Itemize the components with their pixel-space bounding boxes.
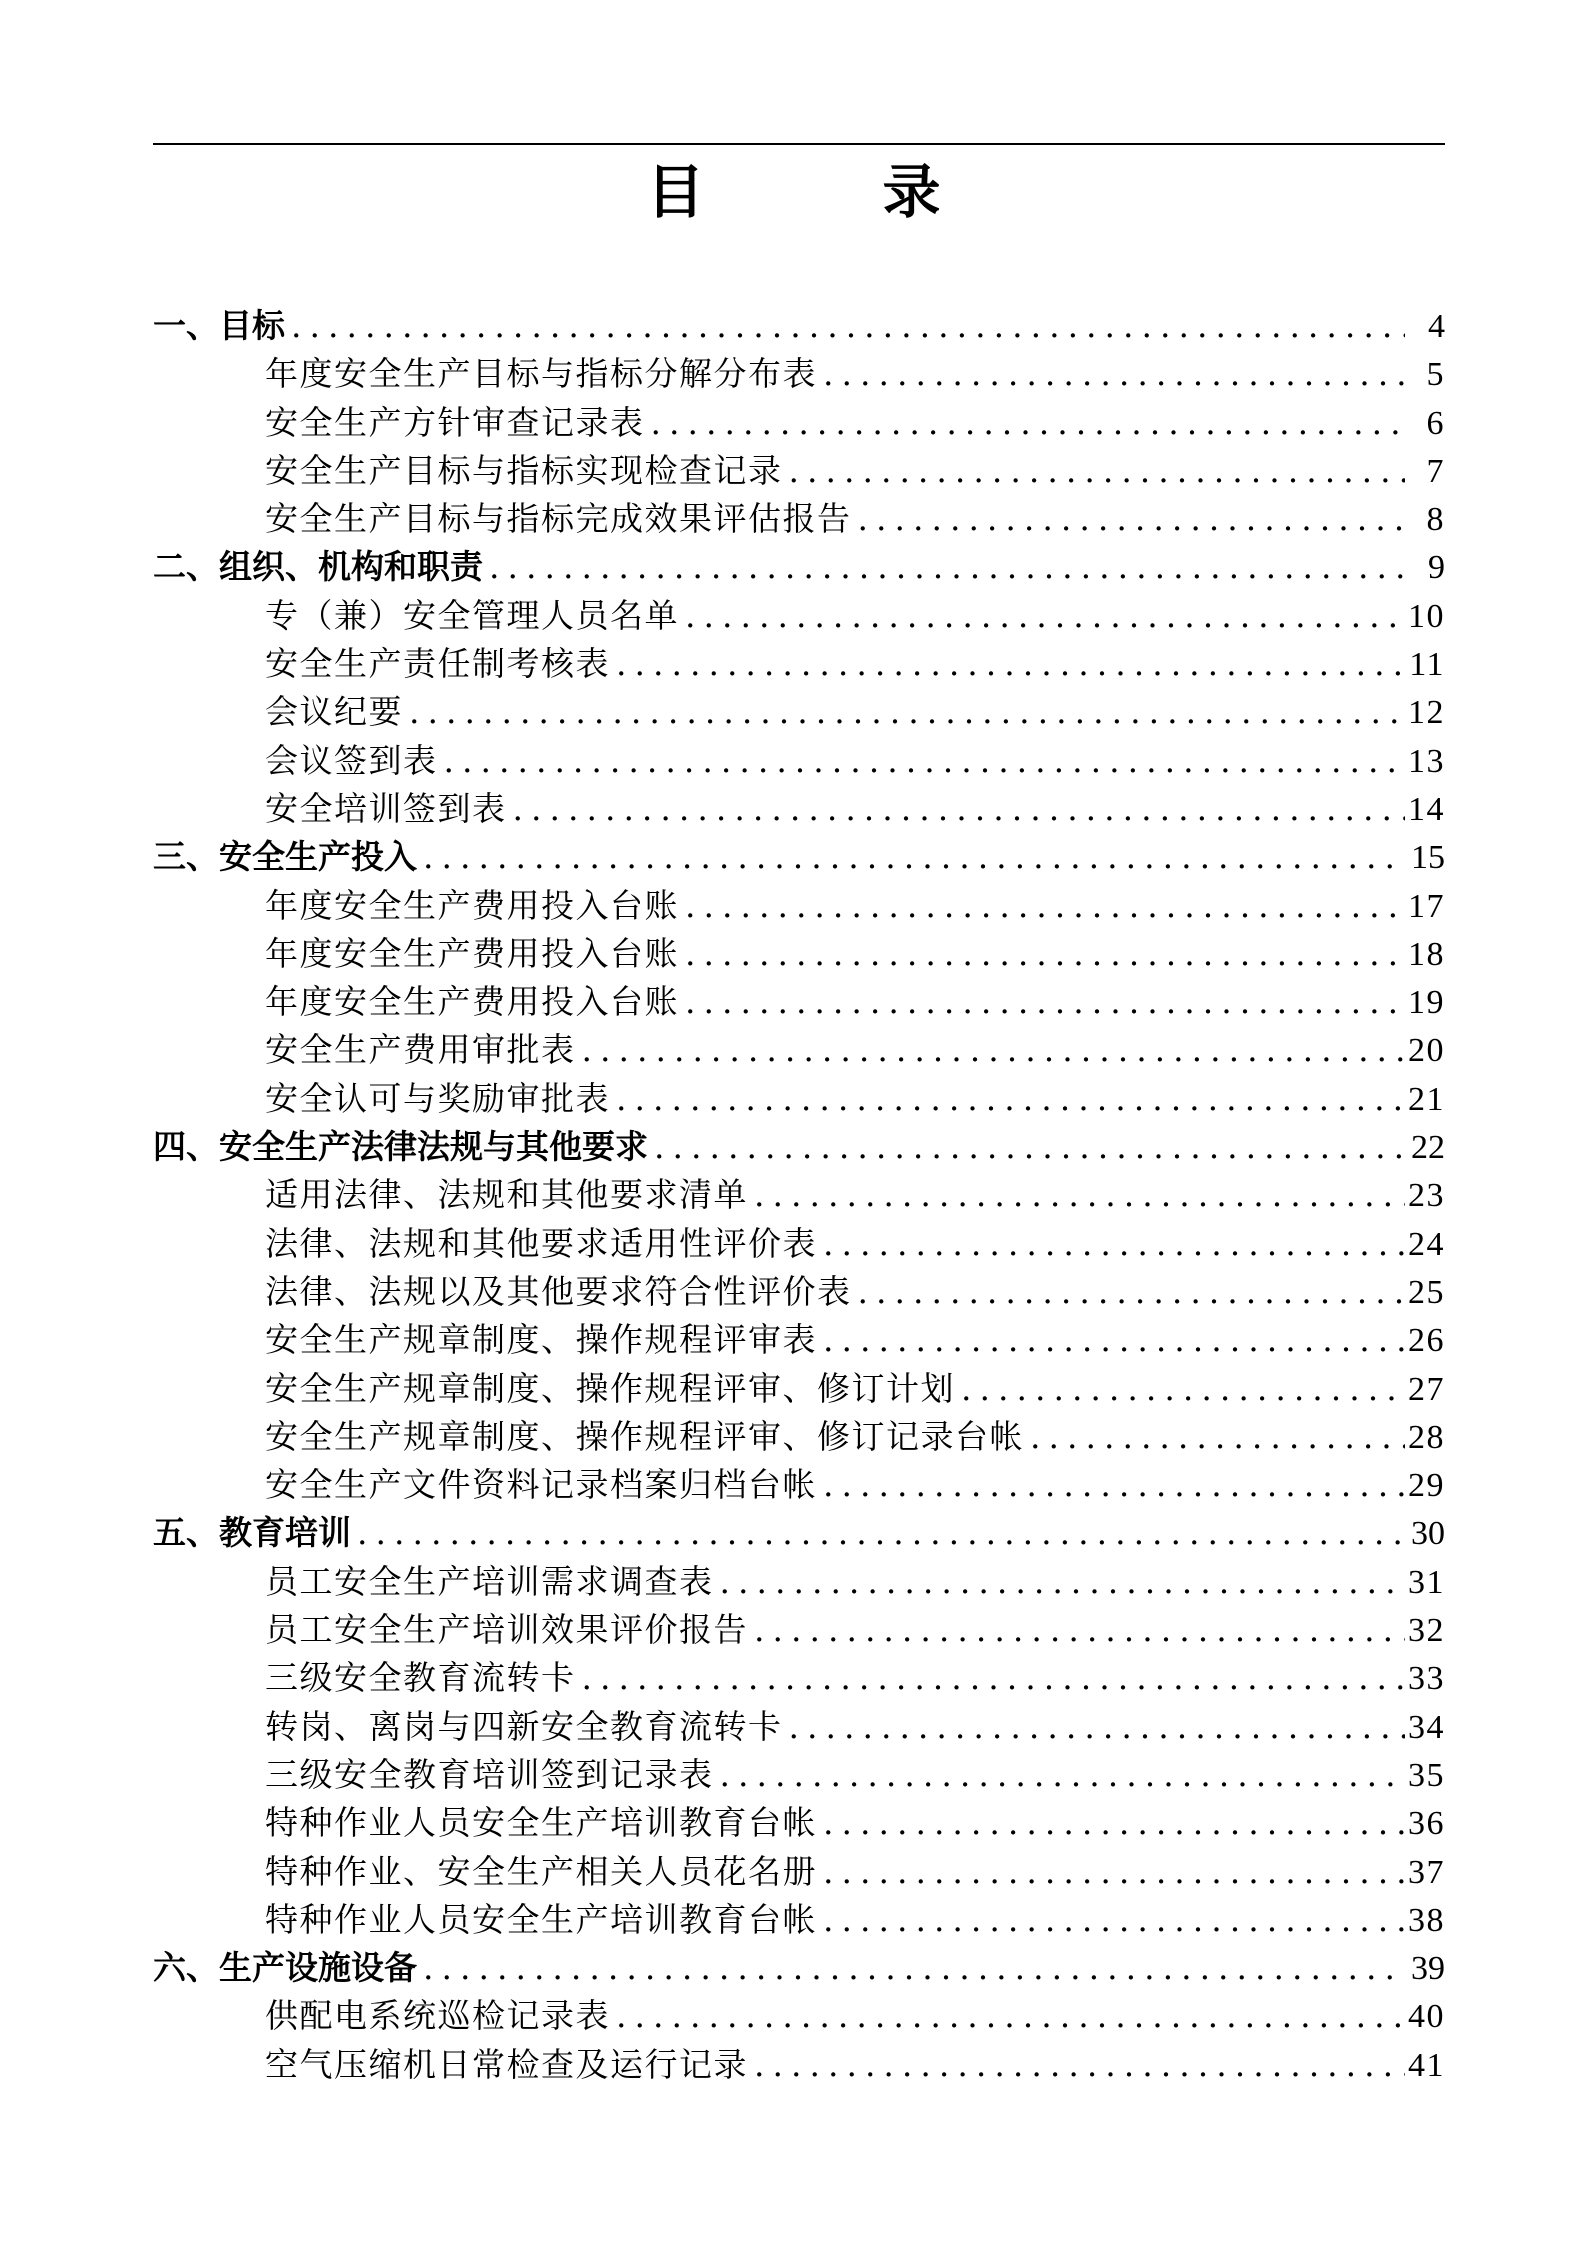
toc-section-entry[interactable] (153, 543, 1445, 591)
toc-entry-title: 年度安全生产费用投入台账 (265, 982, 679, 1022)
toc-dot-leader (817, 1896, 1405, 1944)
toc-subentry[interactable] (153, 350, 1445, 398)
toc-dot-leader (285, 302, 1405, 350)
toc-page-number: 18 (1408, 935, 1445, 973)
toc-dot-leader (483, 543, 1405, 591)
toc-entry-title: 安全生产费用审批表 (265, 1030, 576, 1070)
toc-dot-leader (748, 1606, 1405, 1654)
toc-dot-leader (817, 1461, 1405, 1509)
toc-entry-title: 转岗、离岗与四新安全教育流转卡 (265, 1706, 783, 1746)
toc-subentry[interactable] (153, 1654, 1445, 1702)
toc-page-number: 19 (1408, 984, 1445, 1022)
toc-page-number: 24 (1408, 1225, 1445, 1263)
toc-dot-leader (576, 1654, 1406, 1702)
toc-entry-title: 安全生产规章制度、操作规程评审表 (265, 1320, 817, 1360)
toc-page-number: 12 (1408, 694, 1445, 732)
toc-subentry[interactable] (153, 785, 1445, 833)
toc-dot-leader (1024, 1413, 1405, 1461)
toc-subentry[interactable] (153, 978, 1445, 1026)
toc-subentry[interactable] (153, 1026, 1445, 1074)
toc-entry-title: 员工安全生产培训需求调查表 (265, 1561, 714, 1601)
toc-section-entry[interactable] (153, 1123, 1445, 1171)
document-title: 目 录 (646, 158, 1001, 226)
toc-page-number: 27 (1408, 1370, 1445, 1408)
toc-dot-leader (610, 640, 1405, 688)
toc-dot-leader (714, 1751, 1406, 1799)
toc-subentry[interactable] (153, 737, 1445, 785)
toc-subentry[interactable] (153, 1413, 1445, 1461)
toc-subentry[interactable] (153, 882, 1445, 930)
toc-dot-leader (817, 1316, 1405, 1364)
toc-entry-title: 年度安全生产费用投入台账 (265, 885, 679, 925)
toc-subentry[interactable] (153, 1896, 1445, 1944)
toc-page-number: 32 (1408, 1612, 1445, 1650)
toc-entry-title: 四、安全生产法律法规与其他要求 (153, 1127, 648, 1167)
toc-page-number: 30 (1411, 1515, 1445, 1553)
toc-subentry[interactable] (153, 447, 1445, 495)
header-rule (153, 143, 1445, 145)
toc-entry-title: 安全生产文件资料记录档案归档台帐 (265, 1465, 817, 1505)
toc-entry-title: 五、教育培训 (153, 1513, 351, 1553)
toc-page-number: 23 (1408, 1177, 1445, 1215)
toc-dot-leader (783, 1703, 1406, 1751)
toc-dot-leader (610, 1075, 1405, 1123)
toc-dot-leader (783, 447, 1406, 495)
toc-subentry[interactable] (153, 1606, 1445, 1654)
toc-entry-title: 安全生产规章制度、操作规程评审、修订记录台帐 (265, 1416, 1024, 1456)
toc-dot-leader (351, 1509, 1405, 1557)
toc-entry-title: 空气压缩机日常检查及运行记录 (265, 2044, 748, 2084)
toc-page-number: 26 (1408, 1322, 1445, 1360)
toc-page-number: 41 (1408, 2046, 1445, 2084)
toc-dot-leader (679, 978, 1405, 1026)
toc-subentry[interactable] (153, 1848, 1445, 1896)
toc-subentry[interactable] (153, 592, 1445, 640)
toc-dot-leader (817, 350, 1405, 398)
toc-entry-title: 专（兼）安全管理人员名单 (265, 595, 679, 635)
toc-subentry[interactable] (153, 399, 1445, 447)
toc-subentry[interactable] (153, 1703, 1445, 1751)
toc-entry-title: 特种作业、安全生产相关人员花名册 (265, 1851, 817, 1891)
toc-entry-title: 会议纪要 (265, 692, 403, 732)
toc-page-number: 7 (1426, 452, 1445, 490)
toc-subentry[interactable] (153, 1220, 1445, 1268)
toc-page-number: 34 (1408, 1708, 1445, 1746)
toc-page-number: 33 (1408, 1660, 1445, 1698)
toc-entry-title: 安全生产规章制度、操作规程评审、修订计划 (265, 1368, 955, 1408)
toc-dot-leader (507, 785, 1406, 833)
toc-dot-leader (610, 1992, 1405, 2040)
toc-page-number: 11 (1409, 646, 1445, 684)
toc-section-entry[interactable] (153, 833, 1445, 881)
toc-page-number: 13 (1408, 742, 1445, 780)
toc-entry-title: 一、目标 (153, 306, 285, 345)
toc-page-number: 9 (1428, 549, 1445, 587)
toc-subentry[interactable] (153, 1316, 1445, 1364)
toc-subentry[interactable] (153, 1075, 1445, 1123)
toc-dot-leader (679, 930, 1405, 978)
toc-dot-leader (852, 495, 1406, 543)
toc-page-number: 15 (1411, 839, 1445, 877)
toc-page-number: 40 (1408, 1998, 1445, 2036)
toc-page-number: 38 (1408, 1901, 1445, 1939)
toc-dot-leader (679, 882, 1405, 930)
toc-dot-leader (679, 592, 1405, 640)
toc-entry-title: 适用法律、法规和其他要求清单 (265, 1175, 748, 1215)
toc-entry-title: 三级安全教育培训签到记录表 (265, 1754, 714, 1794)
toc-page-number: 8 (1426, 501, 1445, 539)
toc-entry-title: 安全生产方针审查记录表 (265, 402, 645, 442)
toc-page-number: 22 (1411, 1129, 1445, 1167)
toc-dot-leader (438, 737, 1406, 785)
toc-page-number: 17 (1408, 887, 1445, 925)
toc-entry-title: 特种作业人员安全生产培训教育台帐 (265, 1803, 817, 1843)
toc-entry-title: 年度安全生产费用投入台账 (265, 933, 679, 973)
toc-subentry[interactable] (153, 495, 1445, 543)
toc-subentry[interactable] (153, 1799, 1445, 1847)
toc-page-number: 28 (1408, 1418, 1445, 1456)
toc-dot-leader (645, 399, 1406, 447)
toc-subentry[interactable] (153, 640, 1445, 688)
toc-dot-leader (648, 1123, 1405, 1171)
toc-entry-title: 员工安全生产培训效果评价报告 (265, 1610, 748, 1650)
toc-dot-leader (955, 1365, 1405, 1413)
toc-page-number: 31 (1408, 1563, 1445, 1601)
toc-entry-title: 三、安全生产投入 (153, 837, 417, 877)
toc-section-entry[interactable] (153, 1509, 1445, 1557)
toc-dot-leader (748, 1171, 1405, 1219)
toc-page-number: 14 (1408, 790, 1445, 828)
toc-entry-title: 二、组织、机构和职责 (153, 547, 483, 587)
toc-entry-title: 年度安全生产目标与指标分解分布表 (265, 354, 817, 394)
toc-dot-leader (576, 1026, 1406, 1074)
toc-entry-title: 供配电系统巡检记录表 (265, 1996, 610, 2036)
toc-dot-leader (817, 1799, 1405, 1847)
toc-dot-leader (417, 1944, 1405, 1992)
toc-entry-title: 安全生产目标与指标实现检查记录 (265, 450, 783, 490)
toc-page-number: 25 (1408, 1273, 1445, 1311)
toc-entry-title: 安全认可与奖励审批表 (265, 1078, 610, 1118)
toc-entry-title: 六、生产设施设备 (153, 1948, 417, 1988)
toc-page-number: 6 (1426, 404, 1445, 442)
toc-subentry[interactable] (153, 1365, 1445, 1413)
toc-section-entry[interactable] (153, 1944, 1445, 1992)
toc-entry-title: 安全培训签到表 (265, 788, 507, 828)
toc-section-entry[interactable] (153, 302, 1445, 350)
toc-dot-leader (817, 1220, 1405, 1268)
toc-page-number: 20 (1408, 1032, 1445, 1070)
toc-subentry[interactable] (153, 1461, 1445, 1509)
toc-dot-leader (714, 1558, 1406, 1606)
toc-subentry[interactable] (153, 1268, 1445, 1316)
toc-page-number: 36 (1408, 1805, 1445, 1843)
toc-page-number: 35 (1408, 1756, 1445, 1794)
toc-dot-leader (403, 688, 1405, 736)
toc-page-number: 5 (1426, 356, 1445, 394)
toc-entry-title: 三级安全教育流转卡 (265, 1658, 576, 1698)
toc-page-number: 39 (1411, 1950, 1445, 1988)
toc-entry-title: 会议签到表 (265, 740, 438, 780)
toc-page-number: 29 (1408, 1467, 1445, 1505)
toc-page-number: 10 (1408, 597, 1445, 635)
toc-dot-leader (817, 1848, 1405, 1896)
toc-page-number: 21 (1408, 1080, 1445, 1118)
toc-entry-title: 法律、法规和其他要求适用性评价表 (265, 1223, 817, 1263)
toc-dot-leader (852, 1268, 1406, 1316)
toc-entry-title: 法律、法规以及其他要求符合性评价表 (265, 1271, 852, 1311)
toc-dot-leader (748, 2041, 1405, 2089)
toc-dot-leader (417, 833, 1405, 881)
toc-subentry[interactable] (153, 1171, 1445, 1219)
toc-subentry[interactable] (153, 1751, 1445, 1799)
toc-entry-title: 安全生产责任制考核表 (265, 644, 610, 684)
toc-subentry[interactable] (153, 1558, 1445, 1606)
toc-page-number: 37 (1408, 1853, 1445, 1891)
toc-subentry[interactable] (153, 2041, 1445, 2089)
toc-entry-title: 安全生产目标与指标完成效果评估报告 (265, 499, 852, 539)
toc-subentry[interactable] (153, 930, 1445, 978)
table-of-contents (153, 302, 1445, 2089)
toc-page-number: 4 (1428, 308, 1445, 345)
toc-entry-title: 特种作业人员安全生产培训教育台帐 (265, 1899, 817, 1939)
toc-subentry[interactable] (153, 688, 1445, 736)
toc-subentry[interactable] (153, 1992, 1445, 2040)
